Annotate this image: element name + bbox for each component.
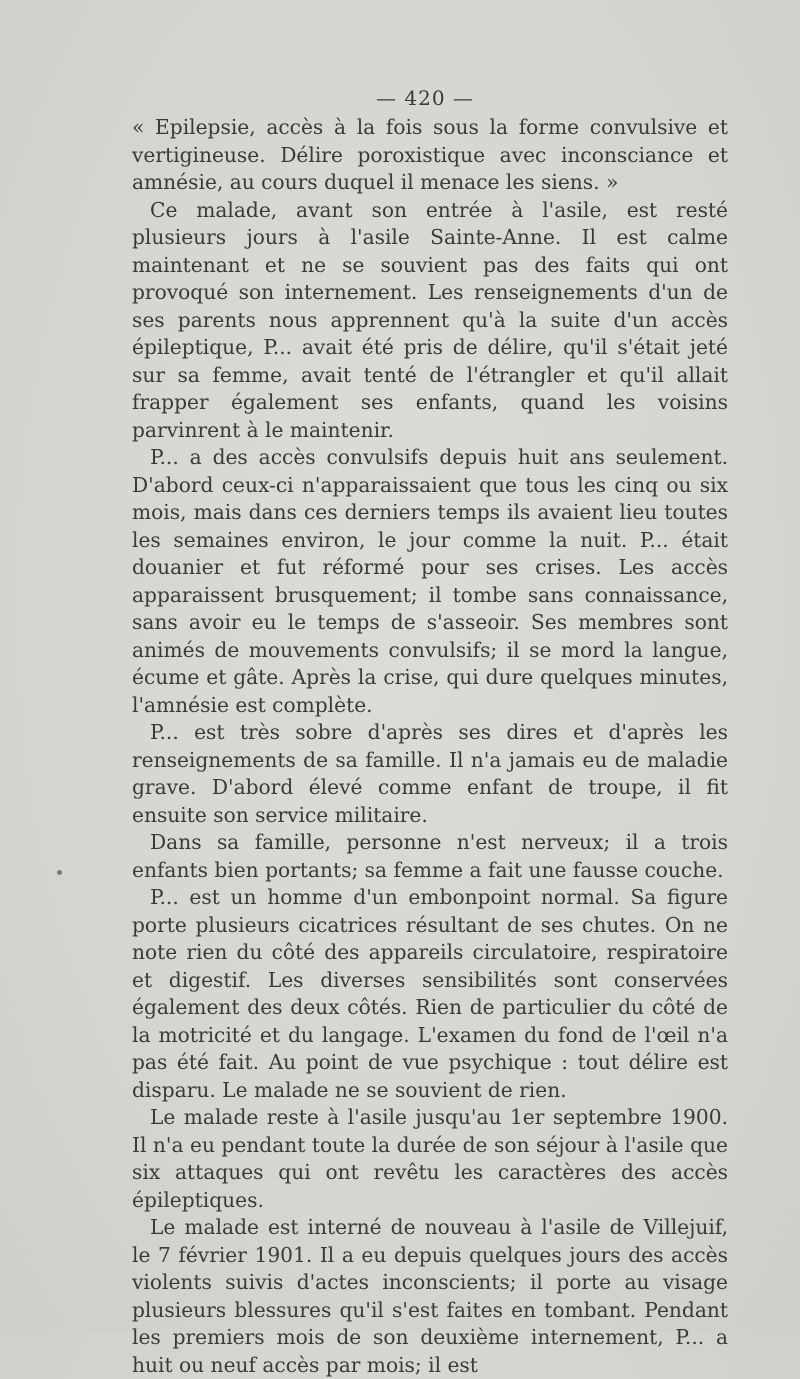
ink-speck: [57, 870, 62, 875]
paragraph: Ce malade, avant son entrée à l'asile, est resté plusieurs jours à l'asile Sainte-Anne. Il est calme maintenant et ne se souvient pas des faits qui ont provoqué son internement. Les renseignements d'un de ses parents nous apprennent qu'à la suite d'un accès épileptique, P... avait été pris de délire, qu'il s'était jeté sur sa femme, avait tenté de l'étrangler et qu'il allait frapper également ses enfants, quand les voisins parvinrent à le maintenir.: [132, 197, 728, 442]
paragraph: P... est un homme d'un embonpoint normal. Sa figure porte plusieurs cicatrices résultant de ses chutes. On ne note rien du côté des appareils circulatoire, respiratoire et digestif. Les diverses sensibilités sont conservées également des deux côtés. Rien de particulier du côté de la motricité et du langage. L'examen du fond de l'œil n'a pas été fait. Au point de vue psychique : tout délire est disparu. Le malade ne se souvient de rien.: [132, 885, 728, 1102]
paragraph: Le malade reste à l'asile jusqu'au 1er septembre 1900. Il n'a eu pendant toute la durée de son séjour à l'asile que six attaques qui ont revêtu les caractères des accès épileptiques.: [132, 1105, 728, 1212]
paragraph: « Epilepsie, accès à la fois sous la forme convulsive et vertigineuse. Délire poroxistique avec inconsciance et amnésie, au cours duquel il menace les siens. »: [132, 115, 728, 194]
paragraph: P... est très sobre d'après ses dires et d'après les renseignements de sa famille. Il n'a jamais eu de maladie grave. D'abord élevé comme enfant de troupe, il fit ensuite son service militaire.: [132, 720, 728, 827]
page-number: — 420 —: [376, 86, 474, 110]
paragraph: P... a des accès convulsifs depuis huit ans seulement. D'abord ceux-ci n'apparaissaient que tous les cinq ou six mois, mais dans ces derniers temps ils avaient lieu toutes les semaines environ, le jour comme la nuit. P... était douanier et fut réformé pour ses crises. Les accès apparaissent brusquement; il tombe sans connaissance, sans avoir eu le temps de s'asseoir. Ses membres sont animés de mouvements convulsifs; il se mord la langue, écume et gâte. Après la crise, qui dure quelques minutes, l'amnésie est complète.: [132, 445, 728, 717]
body-text: [132, 114, 728, 1379]
paragraph: Dans sa famille, personne n'est nerveux; il a trois enfants bien portants; sa femme a fait une fausse couche.: [132, 830, 728, 882]
paragraph: Le malade est interné de nouveau à l'asile de Villejuif, le 7 février 1901. Il a eu depuis quelques jours des accès violents suivis d'actes inconscients; il porte au visage plusieurs blessures qu'il s'est faites en tombant. Pendant les premiers mois de son deuxième internement, P... a huit ou neuf accès par mois; il est: [132, 1215, 728, 1377]
